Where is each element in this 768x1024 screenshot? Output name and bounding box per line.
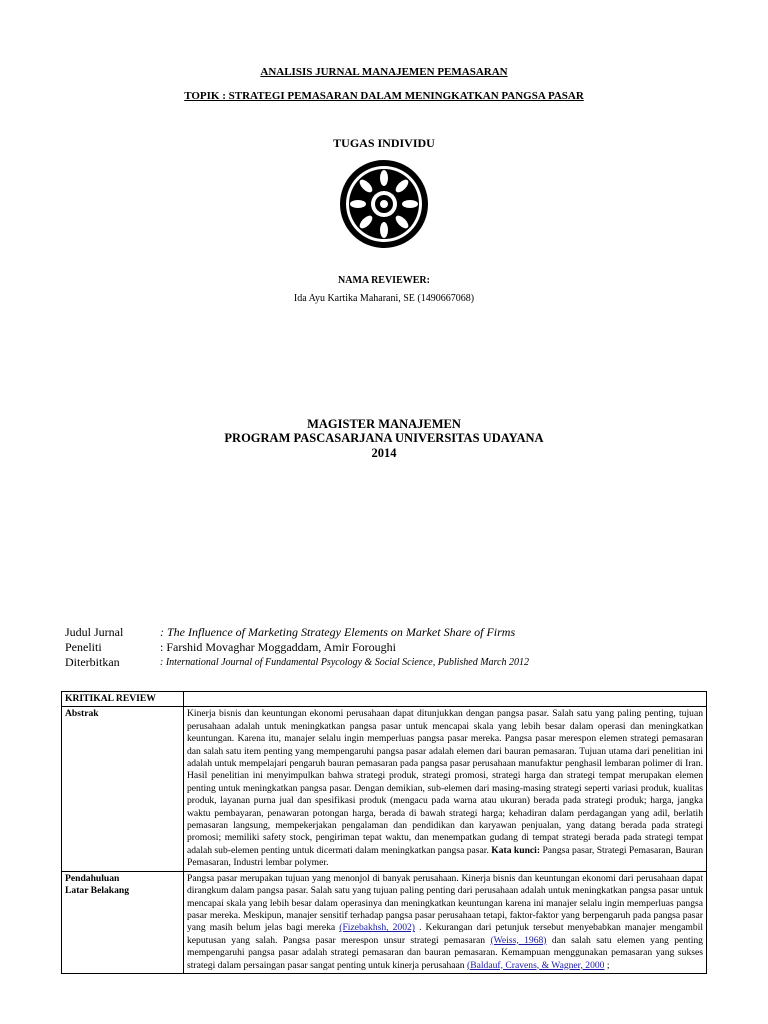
intro-text-part3: dan salah satu elemen yang penting mempengaruhi pangsa pasar adalah strategi pemasaran dan bauran pemasaran. Kemampuan menggunakan pemasaran yang sukses strategi dalam persaingan pasar sangat penting untuk kinerja perusahaan xyxy=(187,934,703,971)
abstract-label-cell xyxy=(62,707,184,871)
citation-link-baldauf[interactable]: (Baldauf, Cravens, & Wagner, 2000 xyxy=(467,959,605,971)
intro-text-part2: . Kekurangan dari petunjuk tersebut menyebabkan manajer mengambil keputusan yang salah. Pangsa pasar merespon unsur strategi pemasaran xyxy=(187,922,704,946)
review-header-cell xyxy=(62,692,184,707)
intro-text-cell xyxy=(184,871,707,973)
intro-text-part1: Pangsa pasar merupakan tujuan yang menonjol di banyak perusahaan. Kinerja bisnis dan keuntungan ekonomi dari perusahaan dapat dirangkum dalam pangsa pasar. Salah satu yang tujuan paling penting dari perusahaan adalah untuk meningkatkan pangsa pasar untuk mencapai skala yang lebih besar dalam operasinya dan meningkatkan keuntungan karena ini manajer selalu ingin memperluas pangsa pasar mereka. Meskipun, manajer sensitif terhadap pangsa pasar perusahaan tetapi, faktor-faktor yang berpengaruh pada pangsa pasar yang masih belum jelas bagi mereka xyxy=(187,872,703,934)
abstract-label: Abstrak xyxy=(65,708,99,720)
journal-published-label: Diterbitkan xyxy=(65,655,120,669)
critical-review-table xyxy=(61,691,707,974)
institution-year: 2014 xyxy=(371,446,397,460)
intro-label: Pendahuluan xyxy=(65,872,120,884)
journal-published-value: : International Journal of Fundamental Psycology & Social Science, Published March 2012 xyxy=(160,657,529,668)
intro-label-cell xyxy=(62,871,184,973)
keywords-text: Pangsa pasar, Strategi Pemasaran, Bauran Pemasaran, Industri lembar polymer. xyxy=(187,844,703,869)
reviewer-label: NAMA REVIEWER: xyxy=(338,275,430,286)
intro-text-part4: ; xyxy=(606,959,610,971)
background-label: Latar Belakang xyxy=(65,885,130,897)
reviewer-name: Ida Ayu Kartika Maharani, SE (1490667068) xyxy=(293,293,475,304)
review-header-empty-cell xyxy=(184,692,707,707)
document-title: ANALISIS JURNAL MANAJEMEN PEMASARAN xyxy=(260,66,508,78)
table-row xyxy=(62,871,707,973)
abstract-text: Kinerja bisnis dan keuntungan ekonomi perusahaan dapat ditunjukkan dengan pangsa pasar. Salah satu yang paling penting, tujuan perusahaan adalah untuk meningkatkan pangsa pasar untuk mencapai skala yang lebih besar dalam operasi dan meningkatkan keuntungan. Karena itu, manajer selalu ingin memperluas pangsa pasar mereka. Pangsa pasar merespon elemen strategi pemasaran dan salah satu item penting yang mempengaruhi pangsa pasar adalah elemen dari bauran pemasaran. Tujuan utama dari penelitian ini adalah untuk mempelajari pengaruh bauran pemasaran pada pangsa pasar perusahaan manufaktur penghasil lembaran polimer di Iran. Hasil penelitian ini menyimpulkan bahwa strategi produk, strategi promosi, strategi harga dan strategi tempat merupakan elemen penting untuk meningkatkan pangsa pasar. Dengan demikian, sub-elemen dari masing-masing strategi seperti variasi produk, kualitas produk, layanan purna jual dan spesifikasi produk (mengacu pada warna atau ukuran) berada pada strategi produk; harga, jangka waktu pembayaran, penawaran potongan harga, berada di bawah strategi harga; kehadiran dalam perdagangan yang adil, berlatih pemasaran langsung, mempekerjakan pengalaman dan pendidikan dan karyawan penjualan, yang datang berada pada strategi promosi; memiliki safety stock, pengiriman tepat waktu, dan menempatkan gudang di tempat strategi berada pada strategi tempat adalah sub-elemen penting untuk dicermati dalam meningkatkan pangsa pasar. xyxy=(187,708,703,856)
document-topic: TOPIK : STRATEGI PEMASARAN DALAM MENINGKATKAN PANGSA PASAR xyxy=(184,90,584,102)
journal-authors-label: Peneliti xyxy=(65,640,102,654)
abstract-text-cell xyxy=(184,707,707,871)
citation-link-fizebakhsh[interactable]: (Fizebakhsh, 2002) xyxy=(339,922,416,934)
assignment-type: TUGAS INDIVIDU xyxy=(333,136,435,150)
review-header: KRITIKAL REVIEW xyxy=(65,693,156,704)
institution-name: PROGRAM PASCASARJANA UNIVERSITAS UDAYANA xyxy=(224,431,544,445)
keywords-label: Kata kunci: xyxy=(491,844,541,856)
table-row xyxy=(62,707,707,871)
table-row xyxy=(62,692,707,707)
journal-authors-value: : Farshid Movaghar Moggaddam, Amir Foroughi xyxy=(160,640,396,654)
university-emblem xyxy=(338,158,430,250)
journal-title-label: Judul Jurnal xyxy=(65,625,124,639)
institution-program: MAGISTER MANAJEMEN xyxy=(307,417,461,431)
journal-title-value: : The Influence of Marketing Strategy Elements on Market Share of Firms xyxy=(160,625,516,639)
citation-link-weiss[interactable]: (Weiss, 1968) xyxy=(490,934,547,946)
